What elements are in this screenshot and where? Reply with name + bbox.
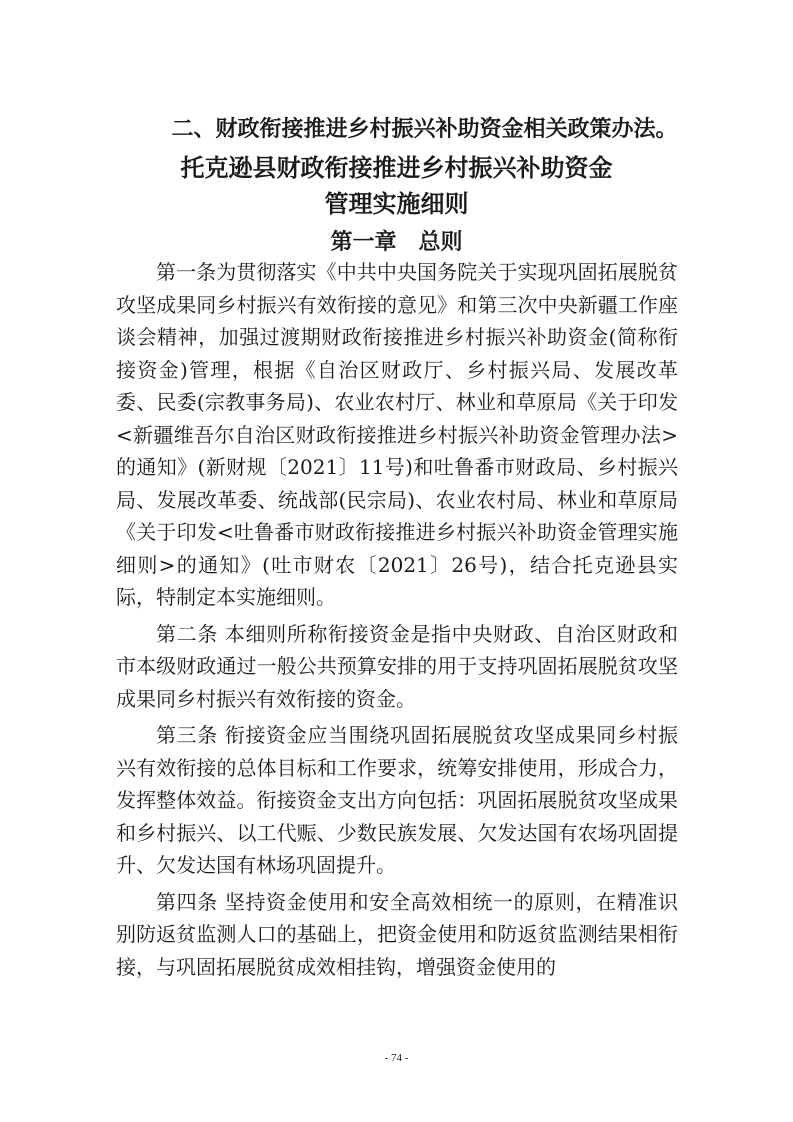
document-title-line-1: 托克逊县财政衔接推进乡村振兴补助资金 — [180, 153, 613, 182]
chapter-title: 总则 — [418, 229, 463, 255]
document-body — [116, 256, 678, 983]
article-1-paragraph: 第一条为贯彻落实《中共中央国务院关于实现巩固拓展脱贫攻坚成果同乡村振兴有效衔接的意见》和第三次中央新疆工作座谈会精神，加强过渡期财政衔接推进乡村振兴补助资金(简称衔接资金)管理，根据《自治区财政厅、乡村振兴局、发展改革委、民委(宗教事务局)、农业农村厅、林业和草原局《关于印发<新疆维吾尔自治区财政衔接推进乡村振兴补助资金管理办法>的通知》(新财规〔2021〕11号)和吐鲁番市财政局、乡村振兴局、发展改革委、统战部(民宗局)、农业农村局、林业和草原局《关于印发<吐鲁番市财政衔接推进乡村振兴补助资金管理实施细则>的通知》(吐市财农〔2021〕26号)，结合托克逊县实际，特制定本实施细则。 — [116, 260, 678, 609]
document-title-line-2: 管理实施细则 — [324, 189, 469, 218]
section-heading: 二、财政衔接推进乡村振兴补助资金相关政策办法。 — [171, 116, 678, 142]
page-number: - 74 - — [384, 1052, 409, 1064]
article-4-paragraph: 第四条 坚持资金使用和安全高效相统一的原则，在精准识别防返贫监测人口的基础上，把资金使用和防返贫监测结果相衔接，与巩固拓展脱贫成效相挂钩，增强资金使用的 — [116, 889, 678, 979]
chapter-heading — [0, 225, 793, 256]
chapter-number: 第一章 — [330, 229, 397, 255]
article-3-paragraph: 第三条 衔接资金应当围绕巩固拓展脱贫攻坚成果同乡村振兴有效衔接的总体目标和工作要求，统筹安排使用，形成合力，发挥整体效益。衔接资金支出方向包括：巩固拓展脱贫攻坚成果和乡村振兴、以工代赈、少数民族发展、欠发达国有农场巩固提升、欠发达国有林场巩固提升。 — [116, 723, 678, 877]
article-2-paragraph: 第二条 本细则所称衔接资金是指中央财政、自治区财政和市本级财政通过一般公共预算安排的用于支持巩固拓展脱贫攻坚成果同乡村振兴有效衔接的资金。 — [116, 621, 678, 711]
